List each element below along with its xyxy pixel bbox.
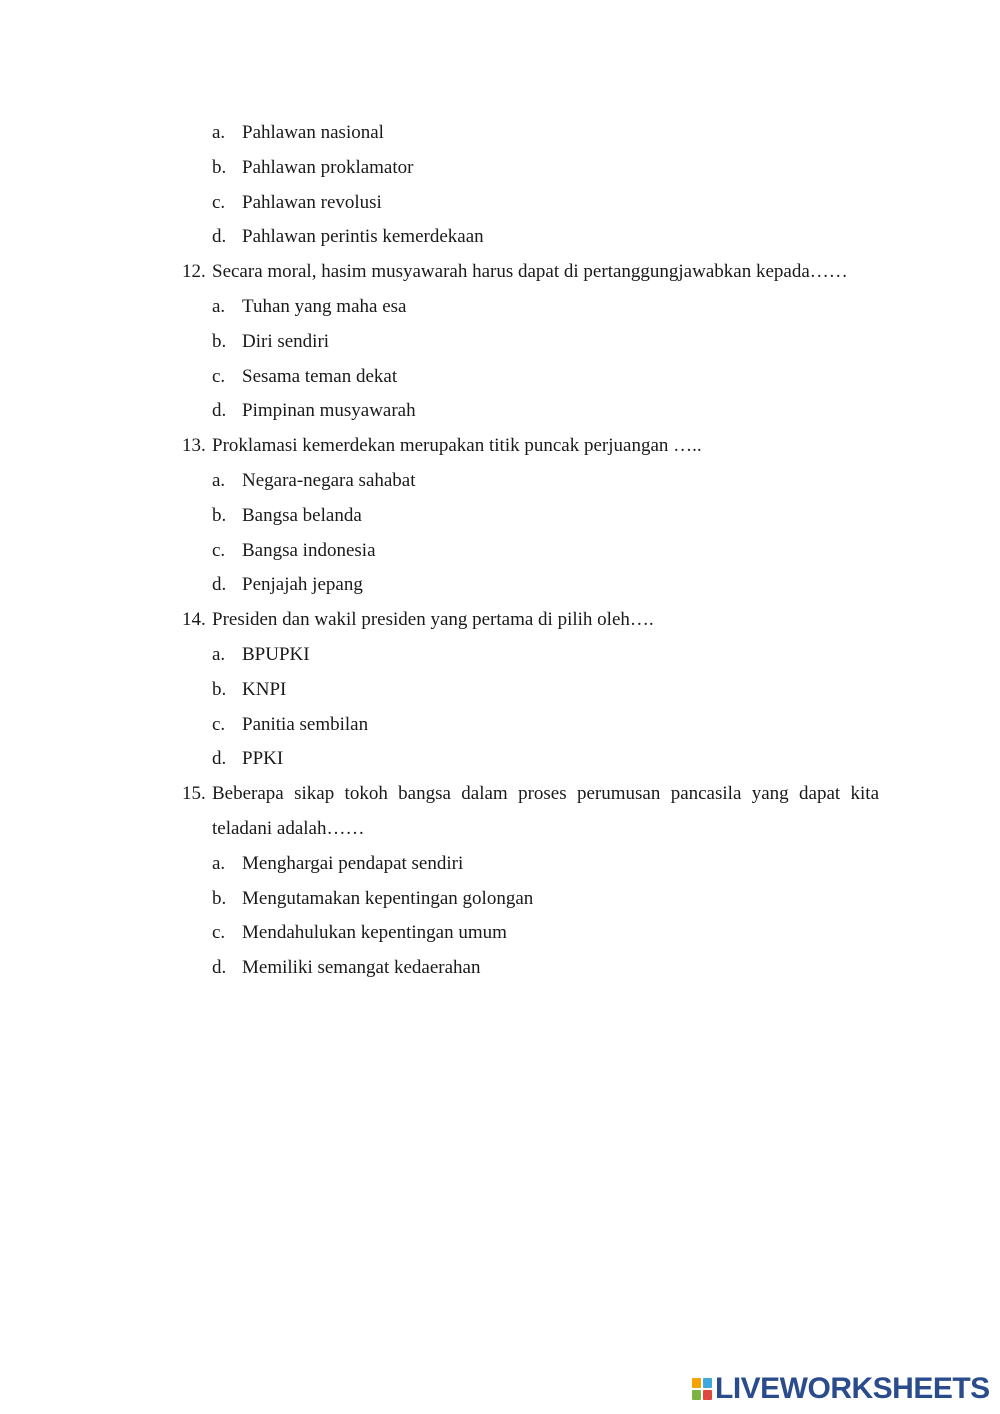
question-number: 14.	[182, 609, 206, 631]
option-11c	[0, 186, 1000, 221]
option-15c	[0, 916, 1000, 951]
option-letter: b.	[212, 504, 227, 526]
option-letter: b.	[212, 887, 227, 909]
option-letter: d.	[212, 957, 227, 979]
option-text: Diri sendiri	[242, 330, 330, 352]
option-text: Bangsa belanda	[242, 504, 362, 526]
option-text: Mengutamakan kepentingan golongan	[242, 887, 534, 909]
logo-mark-cell	[692, 1390, 701, 1400]
option-14d	[0, 742, 1000, 777]
option-14b	[0, 673, 1000, 708]
option-text: Mendahulukan kepentingan umum	[242, 922, 507, 944]
option-letter: c.	[212, 713, 226, 735]
option-text: Menghargai pendapat sendiri	[242, 852, 464, 874]
option-11d	[0, 220, 1000, 255]
option-letter: c.	[212, 922, 226, 944]
option-text: KNPI	[242, 678, 287, 700]
question-13	[0, 429, 1000, 464]
liveworksheets-logo[interactable]	[692, 1374, 990, 1404]
question-number: 13.	[182, 435, 206, 457]
option-letter: a.	[212, 295, 226, 317]
option-13b	[0, 499, 1000, 534]
option-14c	[0, 708, 1000, 743]
option-letter: d.	[212, 748, 227, 770]
option-text: Negara-negara sahabat	[242, 469, 416, 491]
option-letter: b.	[212, 156, 227, 178]
option-letter: a.	[212, 643, 226, 665]
question-15	[0, 777, 1000, 812]
option-text: PPKI	[242, 748, 284, 770]
logo-mark-cell	[692, 1378, 701, 1388]
question-text: Beberapa sikap tokoh bangsa dalam proses perumusan pancasila yang dapat kita	[212, 783, 879, 805]
option-text: BPUPKI	[242, 643, 310, 665]
option-12c	[0, 360, 1000, 395]
option-text: Pimpinan musyawarah	[242, 400, 416, 422]
option-12d	[0, 394, 1000, 429]
option-letter: a.	[212, 852, 226, 874]
option-15b	[0, 882, 1000, 917]
option-text: Memiliki semangat kedaerahan	[242, 957, 481, 979]
option-14a	[0, 638, 1000, 673]
option-text: Pahlawan revolusi	[242, 191, 382, 213]
option-letter: d.	[212, 574, 227, 596]
option-text: Bangsa indonesia	[242, 539, 376, 561]
option-letter: b.	[212, 330, 227, 352]
option-text: Pahlawan proklamator	[242, 156, 414, 178]
option-text: Panitia sembilan	[242, 713, 369, 735]
option-letter: a.	[212, 122, 226, 143]
option-letter: c.	[212, 365, 226, 387]
question-text: Secara moral, hasim musyawarah harus dapat di pertanggungjawabkan kepada……	[212, 261, 848, 283]
question-number: 12.	[182, 261, 206, 283]
logo-text: LIVEWORKSHEETS	[715, 1372, 990, 1405]
option-letter: c.	[212, 191, 226, 213]
option-letter: a.	[212, 469, 226, 491]
option-letter: d.	[212, 226, 227, 248]
logo-mark-cell	[703, 1378, 712, 1388]
option-13d	[0, 568, 1000, 603]
question-number: 15.	[182, 783, 206, 805]
question-12	[0, 255, 1000, 290]
option-text: Pahlawan perintis kemerdekaan	[242, 226, 484, 248]
option-text: Pahlawan nasional	[242, 122, 384, 143]
logo-mark-cell	[703, 1390, 712, 1400]
option-13a	[0, 464, 1000, 499]
option-11b	[0, 151, 1000, 186]
option-13c	[0, 534, 1000, 569]
option-15d	[0, 951, 1000, 986]
liveworksheets-logo-icon	[692, 1378, 712, 1400]
question-14	[0, 603, 1000, 638]
option-12b	[0, 325, 1000, 360]
option-text: Penjajah jepang	[242, 574, 363, 596]
question-text: Proklamasi kemerdekan merupakan titik puncak perjuangan …..	[212, 435, 702, 457]
question-text: Presiden dan wakil presiden yang pertama di pilih oleh….	[212, 609, 654, 631]
option-15a	[0, 847, 1000, 882]
worksheet	[0, 116, 1000, 986]
option-letter: c.	[212, 539, 226, 561]
option-12a	[0, 290, 1000, 325]
option-letter: d.	[212, 400, 227, 422]
option-text: Sesama teman dekat	[242, 365, 398, 387]
option-11a	[0, 116, 1000, 151]
option-letter: b.	[212, 678, 227, 700]
question-15-continued	[0, 812, 1000, 847]
option-text: Tuhan yang maha esa	[242, 295, 407, 317]
question-text: teladani adalah……	[212, 817, 365, 839]
